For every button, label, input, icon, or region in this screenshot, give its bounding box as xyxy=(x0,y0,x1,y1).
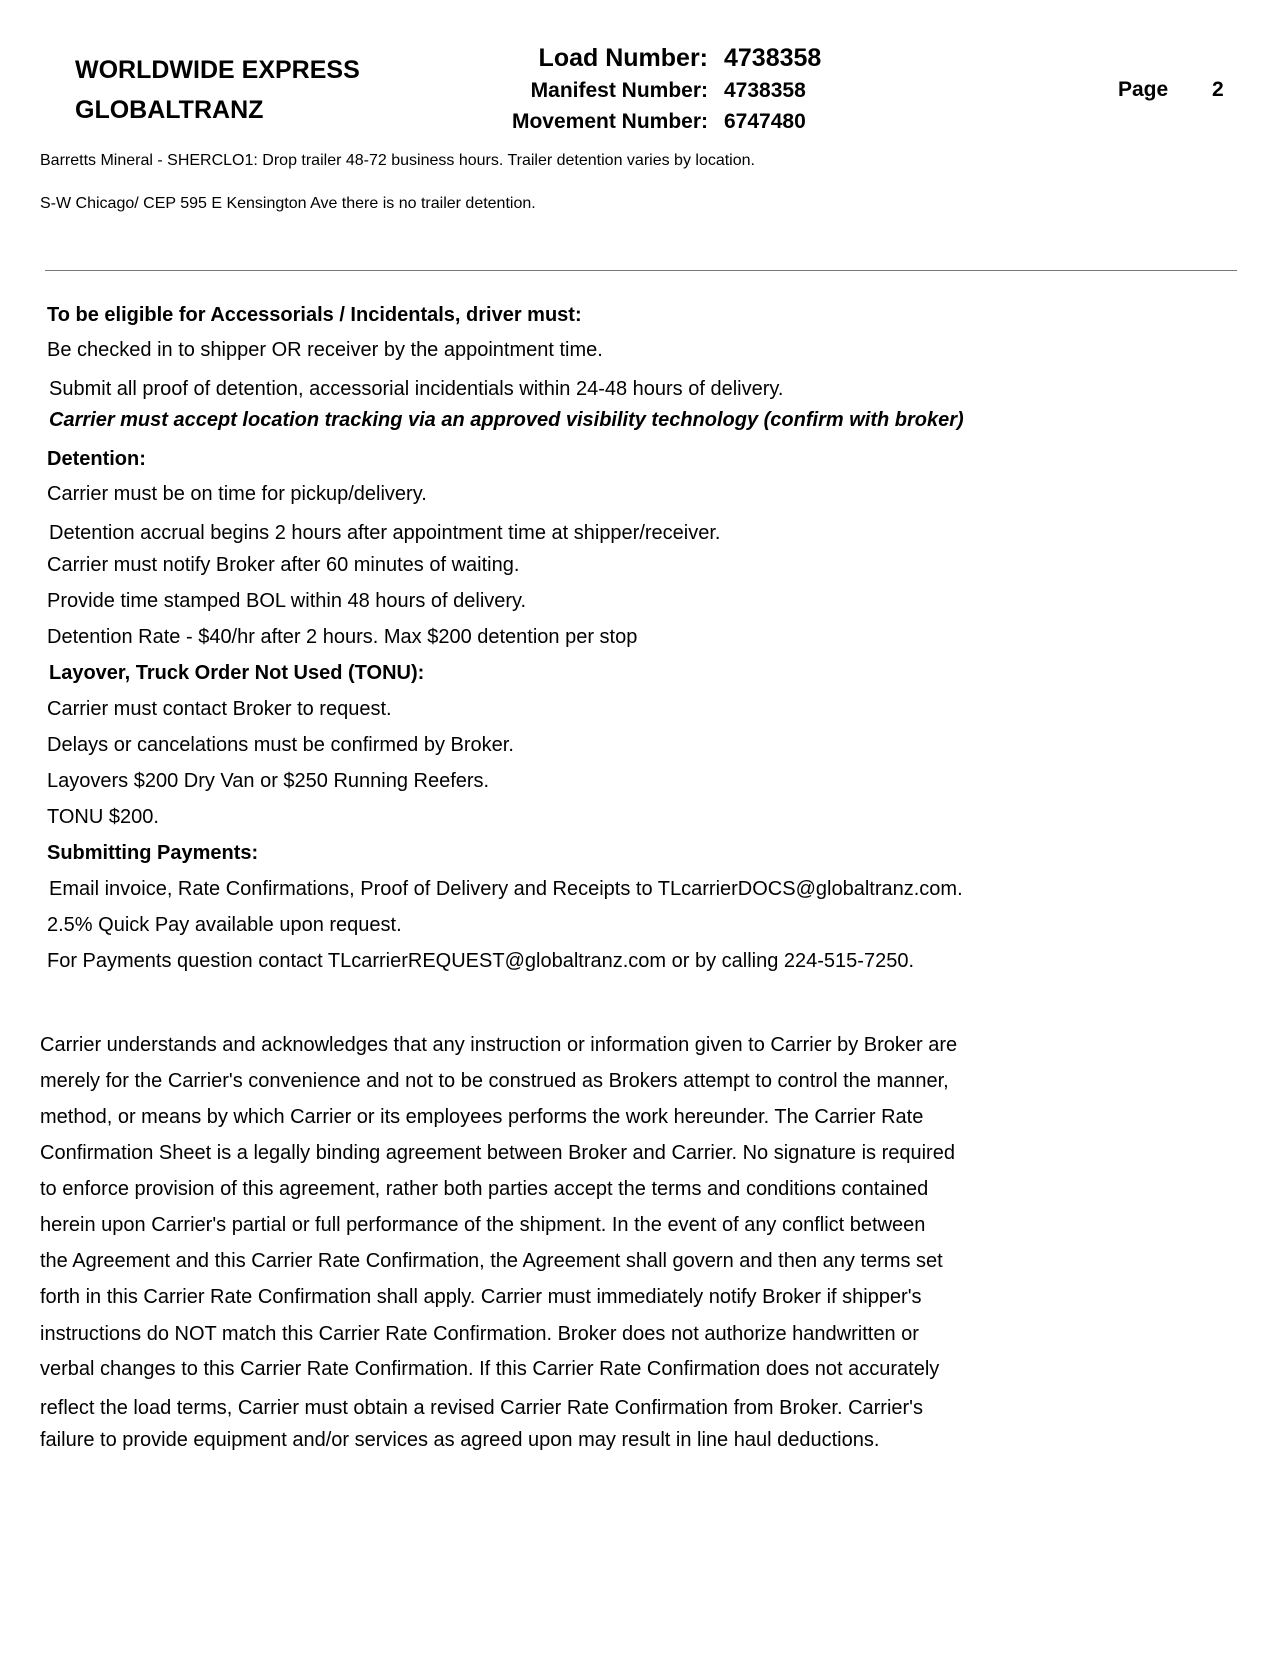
tracking-notice: Carrier must accept location tracking via an approved visibility technology (confirm with broker) xyxy=(49,409,964,431)
detention-item: Carrier must notify Broker after 60 minutes of waiting. xyxy=(47,554,520,576)
payments-item: 2.5% Quick Pay available upon request. xyxy=(47,914,402,936)
payments-item: Email invoice, Rate Confirmations, Proof of Delivery and Receipts to TLcarrierDOCS@globaltranz.com. xyxy=(49,878,963,900)
detention-heading: Detention: xyxy=(47,448,146,470)
movement-number-label: Movement Number: xyxy=(511,110,708,133)
payments-heading: Submitting Payments: xyxy=(47,842,259,864)
accessorials-item: Be checked in to shipper OR receiver by the appointment time. xyxy=(47,339,603,361)
agreement-line: instructions do NOT match this Carrier Rate Confirmation. Broker does not authorize handwritten or xyxy=(40,1323,919,1345)
agreement-line: method, or means by which Carrier or its employees performs the work hereunder. The Carrier Rate xyxy=(40,1106,924,1128)
detention-item: Provide time stamped BOL within 48 hours of delivery. xyxy=(47,590,527,612)
load-number-value: 4738358 xyxy=(724,44,822,72)
company-name-line1: WORLDWIDE EXPRESS xyxy=(75,56,360,84)
layover-item: Layovers $200 Dry Van or $250 Running Reefers. xyxy=(47,770,490,792)
load-number-label: Load Number: xyxy=(538,44,708,72)
agreement-line: verbal changes to this Carrier Rate Confirmation. If this Carrier Rate Confirmation does not accurately xyxy=(40,1358,940,1380)
detention-item: Detention accrual begins 2 hours after appointment time at shipper/receiver. xyxy=(49,522,721,544)
company-name-line2: GLOBALTRANZ xyxy=(75,96,264,124)
page-label: Page xyxy=(1118,78,1169,101)
agreement-line: to enforce provision of this agreement, rather both parties accept the terms and conditions contained xyxy=(40,1178,929,1200)
manifest-number-value: 4738358 xyxy=(724,79,806,102)
layover-item: TONU $200. xyxy=(47,806,159,828)
detention-item: Detention Rate - $40/hr after 2 hours. Max $200 detention per stop xyxy=(47,626,638,648)
agreement-line: merely for the Carrier's convenience and not to be construed as Brokers attempt to control the manner, xyxy=(40,1070,949,1092)
agreement-line: forth in this Carrier Rate Confirmation shall apply. Carrier must immediately notify Broker if shipper's xyxy=(40,1286,922,1308)
layover-item: Delays or cancelations must be confirmed by Broker. xyxy=(47,734,514,756)
divider xyxy=(45,270,1237,271)
payments-item: For Payments question contact TLcarrierREQUEST@globaltranz.com or by calling 224-515-7250. xyxy=(47,950,915,972)
page-number: 2 xyxy=(1212,78,1224,101)
location-note: Barretts Mineral - SHERCLO1: Drop trailer 48-72 business hours. Trailer detention varies by location. xyxy=(40,152,755,169)
layover-heading: Layover, Truck Order Not Used (TONU): xyxy=(49,662,425,684)
agreement-line: the Agreement and this Carrier Rate Confirmation, the Agreement shall govern and then any terms set xyxy=(40,1250,943,1272)
location-note: S-W Chicago/ CEP 595 E Kensington Ave there is no trailer detention. xyxy=(40,195,536,212)
layover-item: Carrier must contact Broker to request. xyxy=(47,698,392,720)
accessorials-item: Submit all proof of detention, accessorial incidentials within 24-48 hours of delivery. xyxy=(49,378,784,400)
manifest-number-label: Manifest Number: xyxy=(530,79,708,102)
agreement-line: failure to provide equipment and/or services as agreed upon may result in line haul deductions. xyxy=(40,1429,880,1451)
detention-item: Carrier must be on time for pickup/delivery. xyxy=(47,483,427,505)
agreement-line: herein upon Carrier's partial or full performance of the shipment. In the event of any conflict between xyxy=(40,1214,926,1236)
movement-number-value: 6747480 xyxy=(724,110,806,133)
agreement-line: Confirmation Sheet is a legally binding agreement between Broker and Carrier. No signature is required xyxy=(40,1142,955,1164)
accessorials-heading: To be eligible for Accessorials / Incidentals, driver must: xyxy=(47,304,582,326)
agreement-line: Carrier understands and acknowledges that any instruction or information given to Carrier by Broker are xyxy=(40,1034,958,1056)
agreement-line: reflect the load terms, Carrier must obtain a revised Carrier Rate Confirmation from Broker. Carrier's xyxy=(40,1397,923,1419)
